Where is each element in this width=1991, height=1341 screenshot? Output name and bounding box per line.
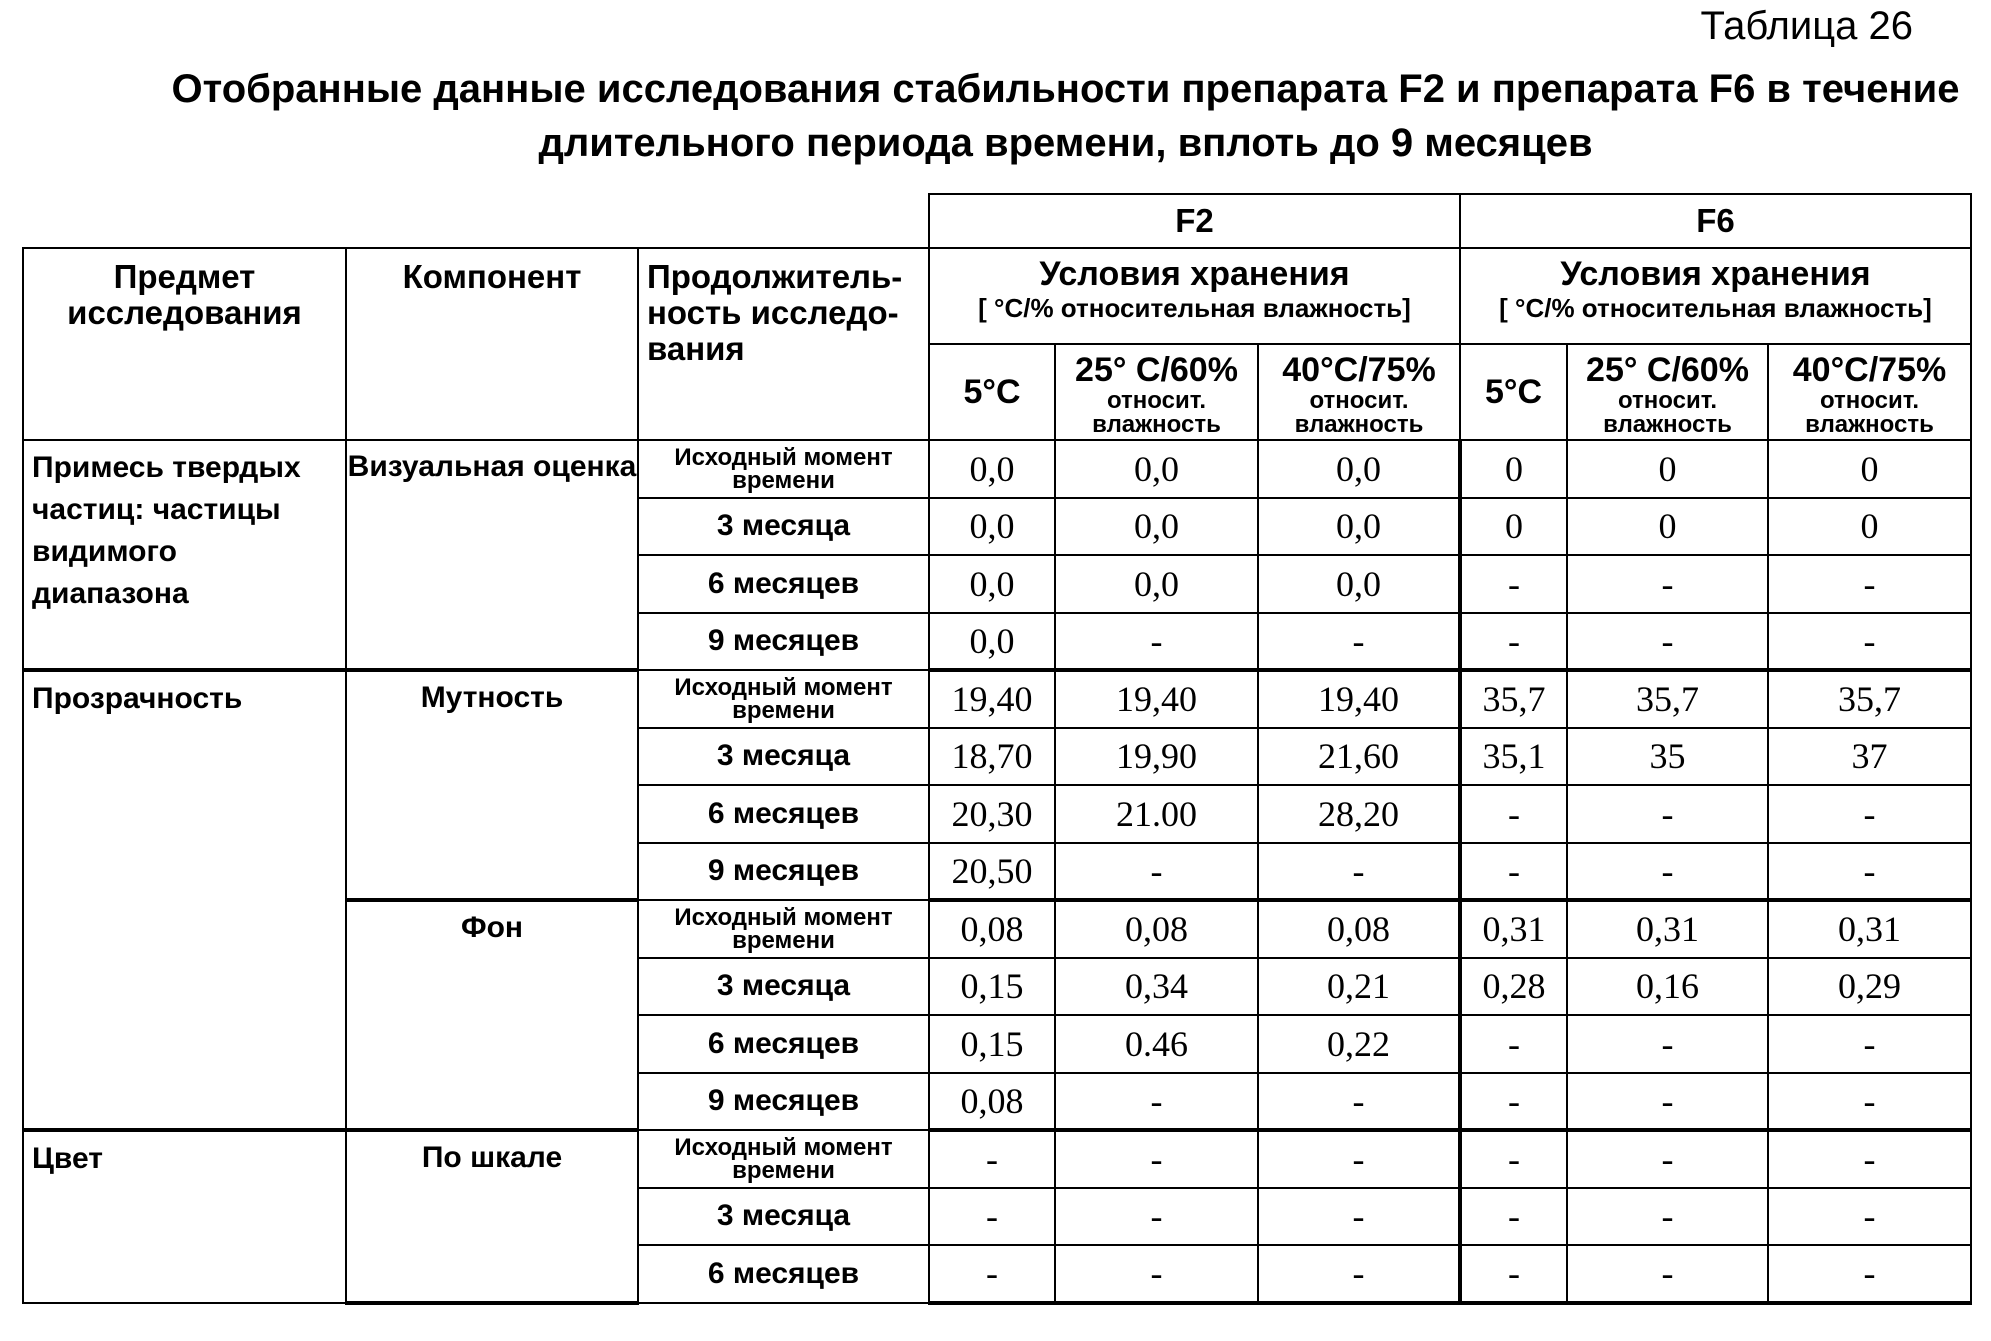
stability-table: [22, 193, 1972, 1305]
value-cell: -: [1055, 843, 1258, 901]
subject-cell: Примесь твердых частиц: частицы видимого диапазона: [23, 440, 346, 670]
f6-conditions-header: [1460, 248, 1971, 344]
value-cell: 0,15: [929, 1015, 1055, 1073]
value-cell: -: [1055, 1188, 1258, 1246]
value-cell: 0,0: [929, 498, 1055, 556]
value-cell: -: [1055, 613, 1258, 671]
duration-cell: 3 месяца: [638, 498, 929, 556]
duration-cell: 3 месяца: [638, 1188, 929, 1246]
component-header: Компонент: [346, 248, 638, 440]
duration-cell: 6 месяцев: [638, 785, 929, 843]
value-cell: -: [1460, 1130, 1567, 1188]
value-cell: -: [1460, 1188, 1567, 1246]
value-cell: -: [1460, 1073, 1567, 1131]
value-cell: 19,40: [1055, 670, 1258, 728]
value-cell: -: [1768, 843, 1971, 901]
value-cell: 18,70: [929, 728, 1055, 786]
f2-conditions-title: Условия хранения: [1039, 255, 1350, 293]
value-cell: 19,40: [1258, 670, 1460, 728]
value-cell: 35,1: [1460, 728, 1567, 786]
value-cell: 0,0: [1055, 555, 1258, 613]
f2-col-5c: 5°C: [929, 344, 1055, 440]
value-cell: 0,0: [929, 555, 1055, 613]
table-title: [140, 62, 1991, 170]
duration-cell: 6 месяцев: [638, 1015, 929, 1073]
value-cell: 0,0: [1258, 440, 1460, 498]
subject-header: Предмет исследования: [23, 248, 346, 440]
value-cell: 0,0: [929, 613, 1055, 671]
value-cell: -: [1768, 1073, 1971, 1131]
table-row: [23, 1130, 1971, 1188]
value-cell: -: [1258, 843, 1460, 901]
value-cell: -: [1460, 1245, 1567, 1303]
value-cell: -: [1055, 1130, 1258, 1188]
value-cell: -: [1460, 1015, 1567, 1073]
value-cell: 0,0: [929, 440, 1055, 498]
value-cell: -: [1567, 843, 1768, 901]
value-cell: 0,0: [1258, 498, 1460, 556]
value-cell: -: [1258, 1245, 1460, 1303]
value-cell: -: [1567, 1130, 1768, 1188]
f2-col-25c: 25° C/60% относит. влажность: [1055, 344, 1258, 440]
value-cell: -: [1460, 613, 1567, 671]
value-cell: 0: [1768, 440, 1971, 498]
value-cell: 0,16: [1567, 958, 1768, 1016]
value-cell: -: [1258, 613, 1460, 671]
value-cell: 37: [1768, 728, 1971, 786]
value-cell: -: [929, 1130, 1055, 1188]
conditions-header-row: [23, 248, 1971, 344]
value-cell: -: [929, 1245, 1055, 1303]
value-cell: 0,0: [1258, 555, 1460, 613]
value-cell: 0,29: [1768, 958, 1971, 1016]
table-row: [23, 440, 1971, 498]
value-cell: -: [1768, 1015, 1971, 1073]
value-cell: -: [1258, 1073, 1460, 1131]
value-cell: 35,7: [1460, 670, 1567, 728]
component-cell: По шкале: [346, 1130, 638, 1303]
subject-cell: Цвет: [23, 1130, 346, 1303]
f2-conditions-unit: [ °C/% относительная влажность]: [978, 293, 1411, 323]
value-cell: 0,15: [929, 958, 1055, 1016]
duration-cell: Исходный момент времени: [638, 900, 929, 958]
value-cell: 19,90: [1055, 728, 1258, 786]
value-cell: 21,60: [1258, 728, 1460, 786]
f2-conditions-header: [929, 248, 1460, 344]
value-cell: 0,31: [1768, 900, 1971, 958]
duration-cell: 3 месяца: [638, 728, 929, 786]
value-cell: 0: [1460, 498, 1567, 556]
duration-cell: Исходный момент времени: [638, 670, 929, 728]
value-cell: 0,08: [1258, 900, 1460, 958]
f6-col-40c: 40°C/75% относит. влажность: [1768, 344, 1971, 440]
value-cell: 0,08: [929, 900, 1055, 958]
duration-cell: 3 месяца: [638, 958, 929, 1016]
duration-cell: 6 месяцев: [638, 1245, 929, 1303]
duration-cell: Исходный момент времени: [638, 440, 929, 498]
value-cell: 0: [1768, 498, 1971, 556]
value-cell: 20,50: [929, 843, 1055, 901]
duration-cell: 9 месяцев: [638, 843, 929, 901]
group-f2-header: F2: [929, 194, 1460, 248]
component-cell: Визуальная оценка: [346, 440, 638, 670]
f2-col-40c: 40°C/75% относит. влажность: [1258, 344, 1460, 440]
value-cell: 0,31: [1460, 900, 1567, 958]
value-cell: -: [1567, 1015, 1768, 1073]
value-cell: 35,7: [1567, 670, 1768, 728]
duration-cell: 9 месяцев: [638, 613, 929, 671]
value-cell: 0.46: [1055, 1015, 1258, 1073]
value-cell: 0: [1460, 440, 1567, 498]
f6-conditions-unit: [ °C/% относительная влажность]: [1499, 293, 1932, 323]
value-cell: -: [1768, 1245, 1971, 1303]
duration-cell: Исходный момент времени: [638, 1130, 929, 1188]
value-cell: 35: [1567, 728, 1768, 786]
duration-cell: 9 месяцев: [638, 1073, 929, 1131]
value-cell: -: [1567, 1245, 1768, 1303]
value-cell: 0,34: [1055, 958, 1258, 1016]
duration-header: Продолжитель-ность исследо-вания: [638, 248, 929, 440]
component-cell: Фон: [346, 900, 638, 1130]
value-cell: 0,08: [1055, 900, 1258, 958]
value-cell: 21.00: [1055, 785, 1258, 843]
value-cell: 0,0: [1055, 498, 1258, 556]
group-f6-header: F6: [1460, 194, 1971, 248]
value-cell: -: [1768, 613, 1971, 671]
group-header-row: [23, 194, 1971, 248]
value-cell: 0,08: [929, 1073, 1055, 1131]
value-cell: -: [929, 1188, 1055, 1246]
value-cell: 35,7: [1768, 670, 1971, 728]
value-cell: 0,22: [1258, 1015, 1460, 1073]
value-cell: 0,31: [1567, 900, 1768, 958]
value-cell: -: [1567, 785, 1768, 843]
value-cell: -: [1460, 843, 1567, 901]
component-cell: Мутность: [346, 670, 638, 900]
duration-cell: 6 месяцев: [638, 555, 929, 613]
value-cell: 19,40: [929, 670, 1055, 728]
f6-col-25c: 25° C/60% относит. влажность: [1567, 344, 1768, 440]
value-cell: 28,20: [1258, 785, 1460, 843]
value-cell: 0,21: [1258, 958, 1460, 1016]
subject-cell: Прозрачность: [23, 670, 346, 1130]
f6-conditions-title: Условия хранения: [1560, 255, 1871, 293]
value-cell: -: [1567, 613, 1768, 671]
value-cell: -: [1460, 785, 1567, 843]
value-cell: -: [1258, 1130, 1460, 1188]
value-cell: -: [1768, 785, 1971, 843]
title-line-2: длительного периода времени, вплоть до 9 месяцев: [538, 121, 1593, 165]
value-cell: 20,30: [929, 785, 1055, 843]
value-cell: -: [1055, 1245, 1258, 1303]
value-cell: -: [1055, 1073, 1258, 1131]
f6-col-5c: 5°C: [1460, 344, 1567, 440]
value-cell: 0,28: [1460, 958, 1567, 1016]
table-label: Таблица 26: [1700, 4, 1913, 48]
value-cell: -: [1567, 555, 1768, 613]
value-cell: -: [1567, 1188, 1768, 1246]
title-line-1: Отобранные данные исследования стабильности препарата F2 и препарата F6 в течение: [171, 67, 1960, 111]
value-cell: -: [1768, 555, 1971, 613]
value-cell: 0: [1567, 440, 1768, 498]
value-cell: 0: [1567, 498, 1768, 556]
value-cell: -: [1567, 1073, 1768, 1131]
table-row: [23, 670, 1971, 728]
value-cell: -: [1768, 1188, 1971, 1246]
value-cell: -: [1258, 1188, 1460, 1246]
value-cell: -: [1768, 1130, 1971, 1188]
value-cell: -: [1460, 555, 1567, 613]
value-cell: 0,0: [1055, 440, 1258, 498]
